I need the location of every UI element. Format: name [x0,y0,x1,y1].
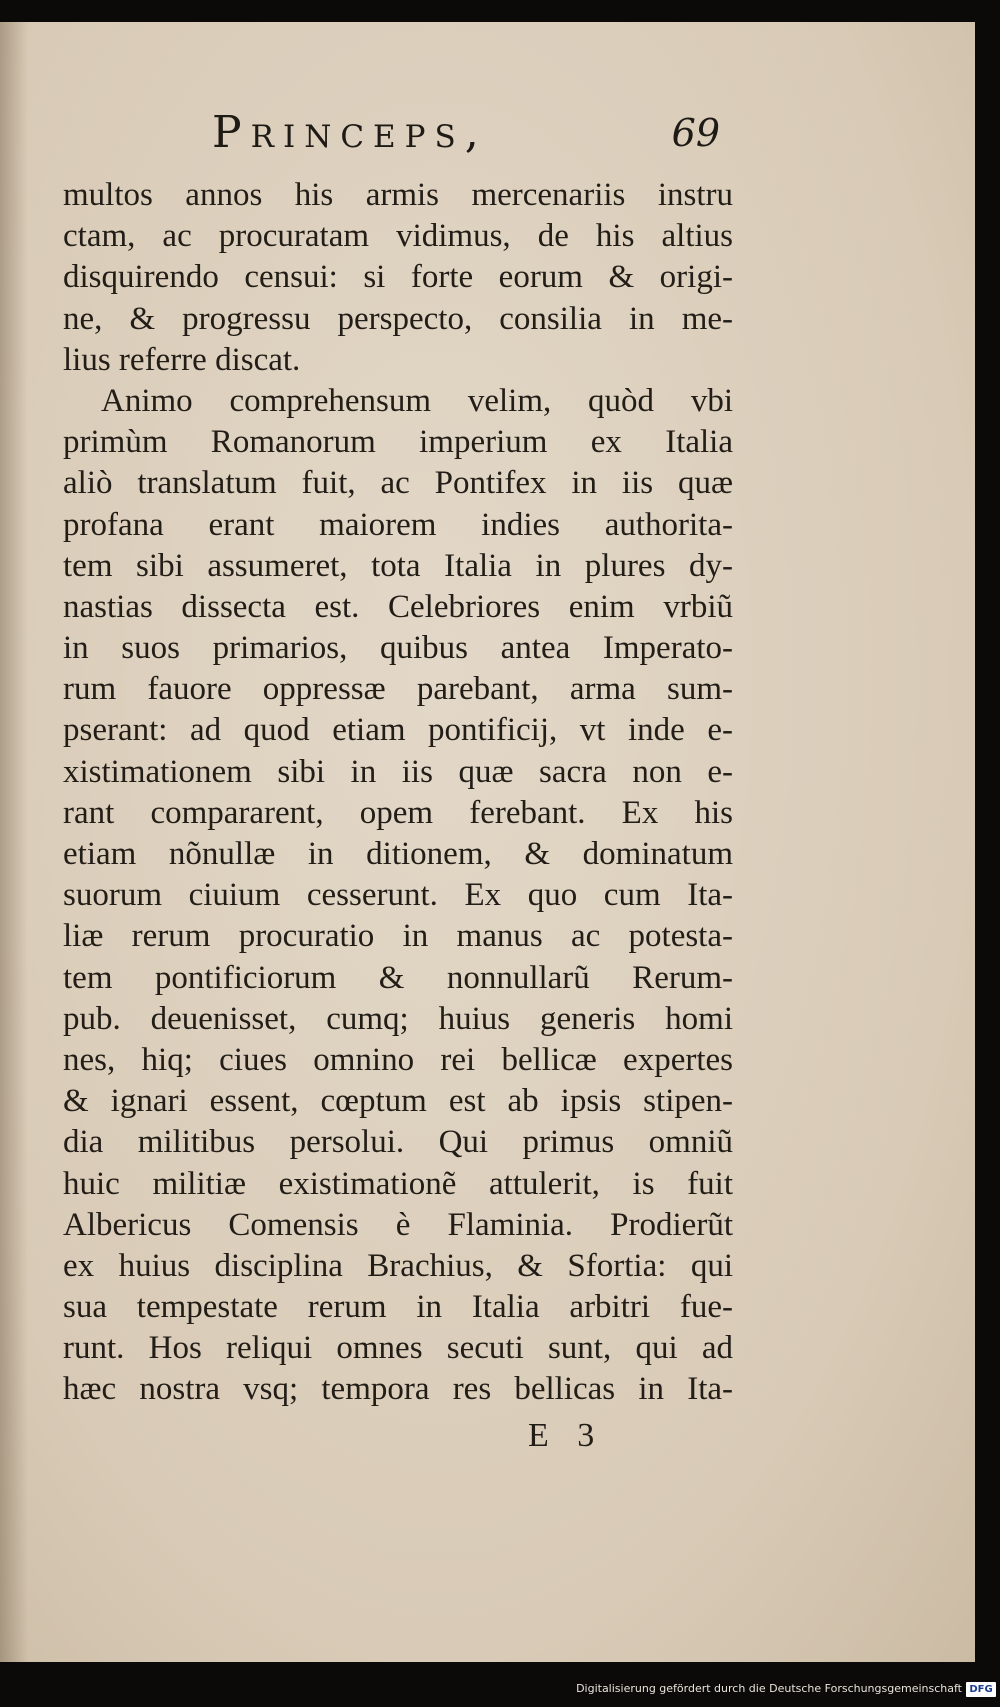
text-line: rum fauore oppressæ parebant, arma sum- [63,671,733,708]
paragraph-start-line: Animo comprehensum velim, quòd vbi [101,382,733,419]
text-line: in suos primarios, quibus antea Imperato- [63,630,733,667]
text-line: ex huius disciplina Brachius, & Sfortia: qui [63,1247,733,1284]
signature-mark: E 3 [528,1417,605,1454]
text-line: xistimationem sibi in iis quæ sacra non e- [63,753,733,790]
text-line: & ignari essent, cœptum est ab ipsis stipen- [63,1083,733,1120]
running-title: Princeps, [212,107,488,158]
text-line: suorum ciuium cesserunt. Ex quo cum Ita- [63,877,733,914]
text-line: runt. Hos reliqui omnes secuti sunt, qui ad [63,1330,733,1367]
text-line: pserant: ad quod etiam pontificij, vt inde e- [63,712,733,749]
text-line: ctam, ac procuratam vidimus, de his altius [63,218,733,255]
text-line: dia militibus persolui. Qui primus omniũ [63,1124,733,1161]
text-line: sua tempestate rerum in Italia arbitri fue- [63,1289,733,1326]
funding-credit: Digitalisierung gefördert durch die Deutsche Forschungsgemeinschaft [576,1682,962,1695]
text-line: liæ rerum procuratio in manus ac potesta- [63,918,733,955]
dfg-logo: DFG [966,1682,996,1697]
binding-shadow [0,22,28,1662]
text-line: etiam nõnullæ in ditionem, & dominatum [63,836,733,872]
body-text [63,175,733,1411]
text-line: nes, hiq; ciues omnino rei bellicæ expertes [63,1041,733,1078]
text-line: disquirendo censui: si forte eorum & origi- [63,259,733,296]
text-line: rant compararent, opem ferebant. Ex his [63,794,733,831]
text-line: Albericus Comensis è Flaminia. Prodierũt [63,1206,733,1243]
text-line: lius referre discat. [63,341,301,378]
text-line: nastias dissecta est. Celebriores enim vrbiũ [63,588,733,625]
text-line: profana erant maiorem indies authorita- [63,506,733,543]
book-page [0,22,975,1662]
text-line: primùm Romanorum imperium ex Italia [63,424,733,461]
text-line: aliò translatum fuit, ac Pontifex in iis quæ [63,465,733,502]
digitization-footer [0,1663,1000,1707]
text-line: hæc nostra vsq; tempora res bellicas in Ita- [63,1371,733,1408]
text-line: multos annos his armis mercenariis instru [63,177,733,213]
text-line: pub. deuenisset, cumq; huius generis homi [63,1000,733,1037]
text-line: tem sibi assumeret, tota Italia in plures dy- [63,547,733,584]
text-line: ne, & progressu perspecto, consilia in me- [63,300,733,337]
page-number: 69 [671,111,720,155]
page-header [60,107,720,177]
text-line: tem pontificiorum & nonnullarũ Rerum- [63,959,733,996]
text-line: huic militiæ existimationẽ attulerit, is fuit [63,1165,733,1202]
